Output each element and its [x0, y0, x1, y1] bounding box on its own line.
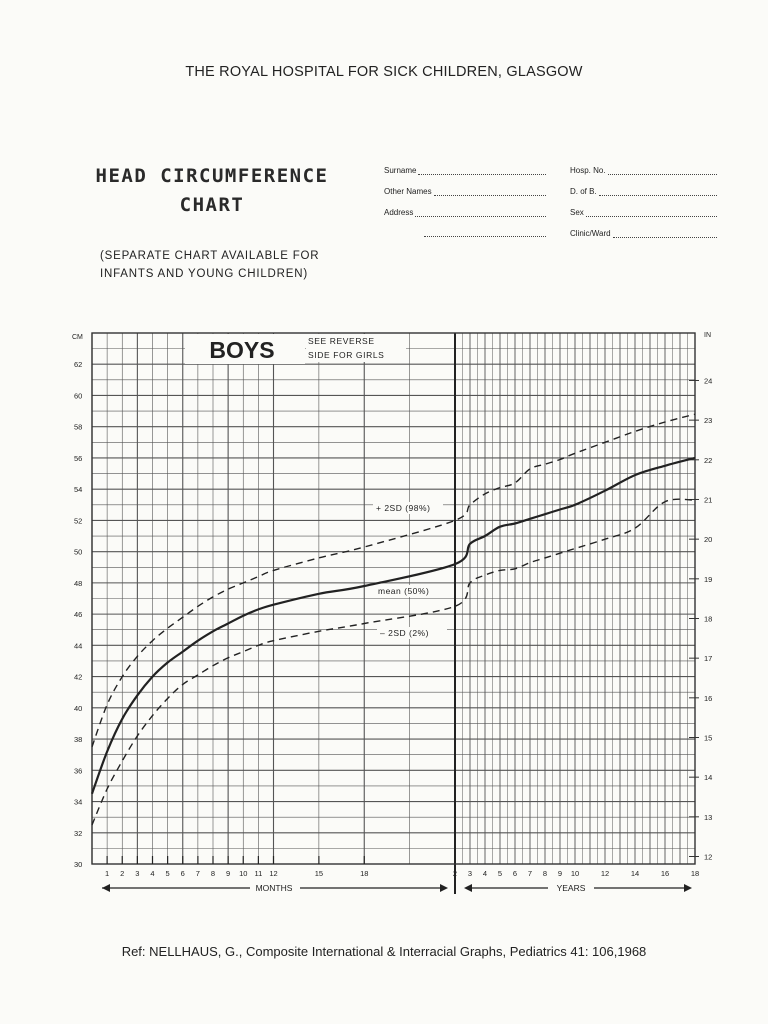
y-right-tick-label: 13: [704, 812, 713, 822]
dob-label: D. of B.: [570, 187, 597, 196]
y-tick-label: 44: [74, 641, 83, 651]
y-tick-label: 32: [74, 828, 83, 838]
years-arrow-head-left: [464, 884, 472, 892]
y-right-tick-label: 14: [704, 773, 713, 783]
x-months-label: MONTHS: [255, 883, 293, 893]
x-month-tick-label: 6: [180, 869, 185, 878]
x-month-tick-label: 9: [226, 869, 231, 878]
months-arrow-head-left: [102, 884, 110, 892]
separate-chart-note-line1: (SEPARATE CHART AVAILABLE FOR: [100, 250, 320, 262]
y-right-axis-label: IN: [704, 332, 711, 339]
x-month-tick-label: 8: [210, 869, 216, 878]
y-right-tick-label: 20: [704, 535, 713, 545]
x-years-label: YEARS: [556, 883, 586, 893]
chart-title-line1: HEAD CIRCUMFERENCE: [95, 165, 329, 187]
x-year-tick-label: 9: [557, 869, 563, 878]
y-right-tick-label: 12: [704, 852, 713, 862]
y-tick-label: 30: [74, 860, 83, 869]
x-year-tick-label: 18: [690, 869, 700, 878]
x-month-tick-label: 7: [195, 869, 200, 878]
y-tick-label: 62: [74, 360, 83, 370]
x-month-tick-label: 3: [135, 869, 140, 878]
x-month-tick-label: 10: [239, 869, 248, 878]
x-year-tick-label: 7: [527, 869, 533, 878]
y-right-tick-label: 17: [704, 654, 713, 664]
x-year-tick-label: 3: [467, 869, 473, 878]
chart-title-line2: CHART: [179, 194, 245, 216]
x-month-tick-label: 12: [269, 869, 278, 878]
y-tick-label: 52: [74, 516, 83, 526]
y-right-tick-label: 16: [704, 693, 713, 703]
y-tick-label: 56: [74, 453, 83, 463]
y-right-tick-label: 18: [704, 614, 713, 624]
separate-chart-note-line2: INFANTS AND YOUNG CHILDREN): [100, 268, 308, 280]
x-month-tick-label: 15: [314, 869, 324, 878]
y-right-tick-label: 23: [704, 416, 713, 426]
y-tick-label: 54: [74, 485, 83, 495]
months-arrow-head-right: [440, 884, 448, 892]
y-tick-label: 38: [74, 735, 83, 745]
y-tick-label: 60: [74, 391, 83, 401]
series-label-1: mean (50%): [378, 586, 430, 596]
other-names-label: Other Names: [384, 187, 432, 196]
x-month-tick-label: 4: [150, 869, 155, 878]
y-tick-label: 40: [74, 703, 83, 713]
x-year-tick-label: 14: [630, 869, 640, 878]
series-label-2: – 2SD (2%): [380, 628, 429, 638]
x-month-tick-label: 18: [360, 869, 369, 878]
x-year-tick-label: 2: [452, 869, 458, 878]
x-year-tick-label: 16: [660, 869, 670, 878]
sex-label: Sex: [570, 208, 584, 217]
surname-label: Surname: [384, 166, 417, 175]
x-year-tick-label: 6: [512, 869, 518, 878]
x-year-tick-label: 10: [570, 869, 580, 878]
y-right-tick-label: 24: [704, 376, 713, 386]
x-month-tick-label: 1: [105, 869, 110, 878]
subtitle-line2: SIDE FOR GIRLS: [308, 350, 385, 360]
y-tick-label: 36: [74, 766, 83, 776]
x-year-tick-label: 4: [482, 869, 488, 878]
y-tick-label: 42: [74, 672, 83, 682]
address-label: Address: [384, 208, 414, 217]
series-label-0: + 2SD (98%): [376, 503, 431, 513]
y-axis-label: CM: [72, 334, 83, 341]
x-month-tick-label: 5: [165, 869, 170, 878]
reference-citation: Ref: NELLHAUS, G., Composite International & Interracial Graphs, Pediatrics 41: 106,1968: [121, 944, 647, 959]
x-month-tick-label: 2: [120, 869, 125, 878]
y-right-tick-label: 22: [704, 455, 713, 465]
years-arrow-head-right: [684, 884, 692, 892]
y-right-tick-label: 21: [704, 495, 713, 505]
hosp-no-label: Hosp. No.: [570, 166, 606, 175]
x-year-tick-label: 12: [600, 869, 610, 878]
hospital-name: THE ROYAL HOSPITAL FOR SICK CHILDREN, GLASGOW: [185, 64, 583, 80]
y-tick-label: 48: [74, 578, 83, 588]
subtitle-line1: SEE REVERSE: [308, 336, 375, 346]
y-tick-label: 50: [74, 547, 83, 557]
chart-title: BOYS: [209, 337, 275, 363]
y-tick-label: 58: [74, 422, 83, 432]
x-year-tick-label: 5: [497, 869, 503, 878]
clinic-ward-label: Clinic/Ward: [570, 229, 611, 238]
x-month-tick-label: 11: [254, 869, 263, 878]
x-year-tick-label: 8: [542, 869, 548, 878]
y-tick-label: 34: [74, 797, 83, 807]
y-tick-label: 46: [74, 610, 83, 620]
y-right-tick-label: 15: [704, 733, 713, 743]
y-right-tick-label: 19: [704, 574, 713, 584]
